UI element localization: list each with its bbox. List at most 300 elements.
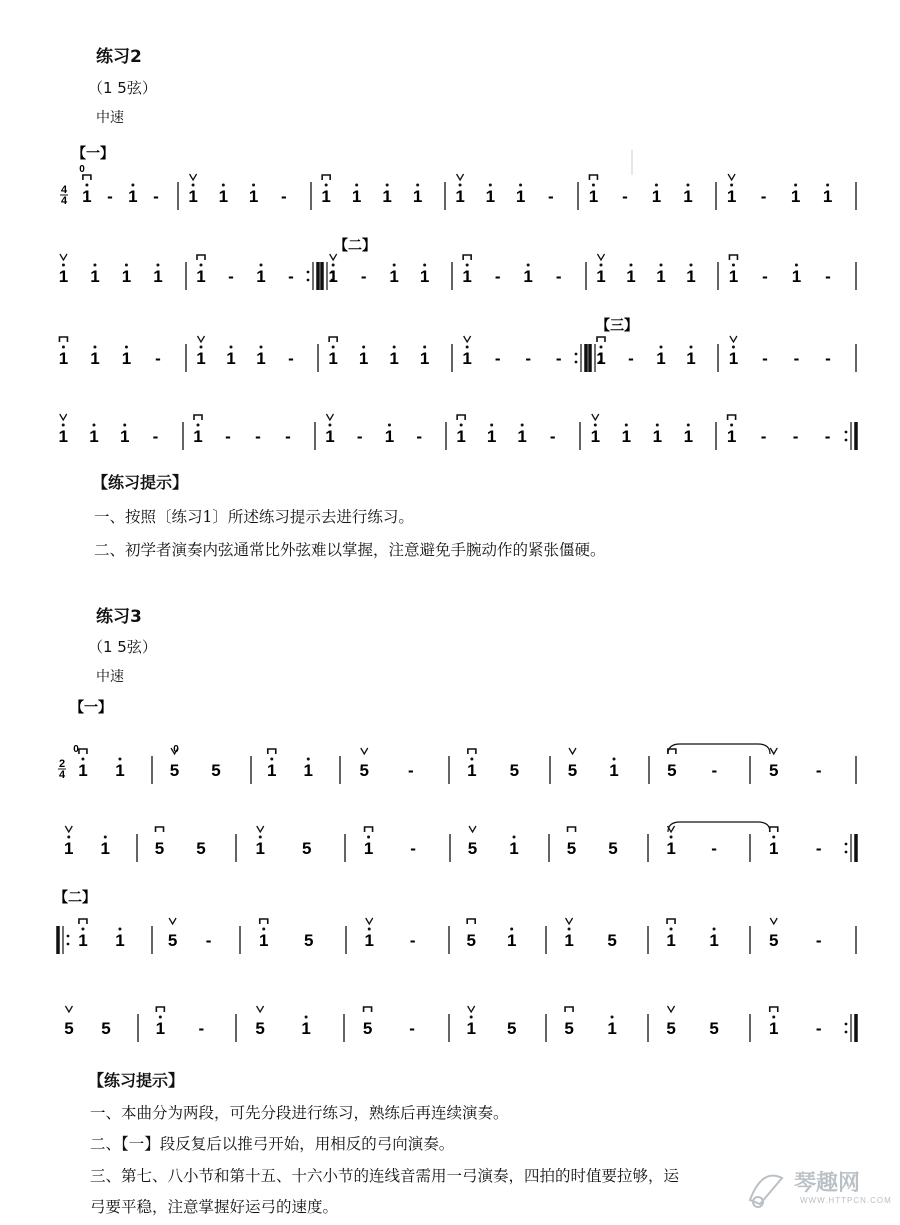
note: 1 xyxy=(248,187,259,206)
push-bow-mark xyxy=(257,1006,264,1012)
high-octave-dot xyxy=(355,184,358,187)
dash: - xyxy=(815,761,822,780)
dash: - xyxy=(815,1019,822,1038)
dash: - xyxy=(410,839,416,858)
dash: - xyxy=(225,427,231,446)
repeat-dot xyxy=(307,271,310,274)
note: 1 xyxy=(155,1019,166,1038)
pull-bow-mark xyxy=(667,919,675,924)
high-octave-dot xyxy=(332,346,335,349)
note: 1 xyxy=(303,761,314,780)
note: 1 xyxy=(656,349,666,368)
note: 1 xyxy=(351,187,362,206)
note: 5 xyxy=(154,839,165,858)
note: 1 xyxy=(328,349,338,368)
dash: - xyxy=(288,267,294,286)
dash: - xyxy=(416,427,423,446)
high-octave-dot xyxy=(362,346,365,349)
note: 1 xyxy=(726,187,737,206)
high-octave-dot xyxy=(630,264,633,267)
note: 1 xyxy=(509,839,519,858)
note: 1 xyxy=(218,187,229,206)
note: 1 xyxy=(64,839,74,858)
note: 1 xyxy=(119,427,130,446)
repeat-dot xyxy=(845,1031,848,1034)
dash: - xyxy=(628,349,634,368)
high-octave-dot xyxy=(305,1016,308,1019)
dash: - xyxy=(228,267,234,286)
note: 1 xyxy=(259,931,269,950)
push-bow-mark xyxy=(361,748,368,754)
note: 1 xyxy=(256,267,266,286)
high-octave-dot xyxy=(519,184,522,187)
high-octave-dot xyxy=(368,928,371,931)
note: 1 xyxy=(609,761,619,780)
time-signature-top: 4 xyxy=(60,184,68,196)
pull-bow-mark xyxy=(457,415,465,420)
exercise2-tempo: 中速 xyxy=(96,110,124,126)
high-octave-dot xyxy=(260,264,263,267)
dash: - xyxy=(825,267,831,286)
high-octave-dot xyxy=(521,424,524,427)
high-octave-dot xyxy=(466,264,469,267)
high-octave-dot xyxy=(772,836,775,839)
note: 1 xyxy=(193,427,203,446)
push-bow-mark xyxy=(468,1006,475,1012)
note: 1 xyxy=(328,267,338,286)
note: 5 xyxy=(211,761,221,780)
note: 1 xyxy=(389,349,399,368)
dash: - xyxy=(198,1019,205,1038)
note: 1 xyxy=(683,427,694,446)
high-octave-dot xyxy=(270,758,273,761)
exercise3-title: 练习3 xyxy=(96,607,142,627)
push-bow-mark xyxy=(668,1006,675,1012)
high-octave-dot xyxy=(600,346,603,349)
note: 5 xyxy=(466,931,476,950)
push-bow-mark xyxy=(457,174,464,180)
exercise3-hint-4: 弓要平稳，注意掌握好运弓的速度。 xyxy=(90,1198,339,1216)
exercise3-hints-title: 【练习提示】 xyxy=(88,1071,185,1090)
note: 1 xyxy=(188,187,198,206)
high-octave-dot xyxy=(460,424,463,427)
note: 1 xyxy=(686,349,696,368)
section-mark: 【一】 xyxy=(72,145,114,161)
high-octave-dot xyxy=(613,758,616,761)
section-mark: 【一】 xyxy=(70,699,112,715)
high-octave-dot xyxy=(118,928,121,931)
push-bow-mark xyxy=(469,826,476,832)
dash: - xyxy=(825,349,831,368)
time-signature-top: 2 xyxy=(58,758,66,770)
note: 1 xyxy=(121,349,132,368)
exercise3-hint-1: 一、本曲分为两段，可先分段进行练习，熟练后再连续演奏。 xyxy=(90,1104,509,1122)
note: 1 xyxy=(358,349,369,368)
high-octave-dot xyxy=(325,184,328,187)
high-octave-dot xyxy=(93,264,96,267)
note: 1 xyxy=(607,1019,617,1038)
high-octave-dot xyxy=(81,928,84,931)
note: 1 xyxy=(78,761,88,780)
note: 5 xyxy=(509,761,520,780)
push-bow-mark xyxy=(169,918,176,924)
high-octave-dot xyxy=(730,184,733,187)
push-bow-mark xyxy=(60,254,67,260)
section-mark: 【二】 xyxy=(334,237,376,253)
note: 1 xyxy=(58,349,69,368)
high-octave-dot xyxy=(393,346,396,349)
pull-bow-mark xyxy=(589,175,597,180)
push-bow-mark xyxy=(598,254,605,260)
push-bow-mark xyxy=(65,826,72,832)
note: 1 xyxy=(82,187,92,206)
note: 1 xyxy=(196,349,206,368)
repeat-dot xyxy=(67,935,70,938)
high-octave-dot xyxy=(732,346,735,349)
high-octave-dot xyxy=(367,836,370,839)
slur xyxy=(668,744,770,754)
high-octave-dot xyxy=(423,346,426,349)
dash: - xyxy=(824,427,831,446)
dash: - xyxy=(547,187,554,206)
open-string-mark: 0 xyxy=(73,744,79,755)
dash: - xyxy=(153,187,159,206)
note: 5 xyxy=(607,931,617,950)
note: 5 xyxy=(566,839,577,858)
note: 1 xyxy=(301,1019,311,1038)
high-octave-dot xyxy=(67,836,70,839)
high-octave-dot xyxy=(660,346,663,349)
push-bow-mark xyxy=(366,918,373,924)
note: 5 xyxy=(608,839,618,858)
pull-bow-mark xyxy=(156,827,164,832)
section-mark: 【三】 xyxy=(596,317,638,333)
high-octave-dot xyxy=(230,346,233,349)
pull-bow-mark xyxy=(729,255,737,260)
high-octave-dot xyxy=(527,264,530,267)
note: 5 xyxy=(709,1019,719,1038)
high-octave-dot xyxy=(490,424,493,427)
high-octave-dot xyxy=(732,264,735,267)
note: 1 xyxy=(709,931,719,950)
repeat-dot xyxy=(575,353,578,356)
note: 1 xyxy=(389,267,399,286)
pull-bow-mark xyxy=(79,919,87,924)
dash: - xyxy=(793,349,800,368)
exercise3-hint-2: 二、【一】段反复后以推弓开始，用相反的弓向演奏。 xyxy=(90,1135,455,1153)
dash: - xyxy=(555,349,562,368)
dash: - xyxy=(152,427,159,446)
high-octave-dot xyxy=(686,184,689,187)
note: 1 xyxy=(588,187,599,206)
pull-bow-mark xyxy=(597,337,605,342)
note: 5 xyxy=(167,931,178,950)
high-octave-dot xyxy=(687,424,690,427)
note: 1 xyxy=(769,839,779,858)
note: 1 xyxy=(515,187,526,206)
note: 1 xyxy=(564,931,574,950)
pull-bow-mark xyxy=(568,827,576,832)
note: 1 xyxy=(686,267,696,286)
note: 1 xyxy=(485,187,496,206)
repeat-dot xyxy=(845,1023,848,1026)
high-octave-dot xyxy=(125,264,128,267)
high-octave-dot xyxy=(690,264,693,267)
exercise3-hint-3: 三、第七、八小节和第十五、十六小节的连线音需用一弓演奏，四拍的时值要拉够，运 xyxy=(90,1167,680,1185)
note: 1 xyxy=(90,349,100,368)
push-bow-mark xyxy=(464,336,471,342)
high-octave-dot xyxy=(123,424,126,427)
note: 5 xyxy=(169,761,180,780)
exercise2-score xyxy=(58,145,856,450)
note: 1 xyxy=(115,931,125,950)
time-signature-bottom: 4 xyxy=(60,195,68,207)
dash: - xyxy=(622,187,628,206)
high-octave-dot xyxy=(655,184,658,187)
note: 1 xyxy=(621,427,632,446)
note: 5 xyxy=(304,931,314,950)
note: 5 xyxy=(666,1019,676,1038)
exercise2-strings: （1 5弦） xyxy=(88,79,157,97)
push-bow-mark xyxy=(569,748,576,754)
note: 1 xyxy=(455,187,465,206)
high-octave-dot xyxy=(259,836,262,839)
high-octave-dot xyxy=(388,424,391,427)
high-octave-dot xyxy=(81,758,84,761)
note: 1 xyxy=(121,267,132,286)
high-octave-dot xyxy=(772,1016,775,1019)
high-octave-dot xyxy=(200,346,203,349)
repeat-dot xyxy=(845,439,848,442)
push-bow-mark xyxy=(770,918,777,924)
pull-bow-mark xyxy=(59,337,67,342)
push-bow-mark xyxy=(730,336,737,342)
note: 5 xyxy=(769,761,779,780)
high-octave-dot xyxy=(118,758,121,761)
high-octave-dot xyxy=(332,264,335,267)
high-octave-dot xyxy=(795,264,798,267)
high-octave-dot xyxy=(826,184,829,187)
pull-bow-mark xyxy=(463,255,471,260)
note: 1 xyxy=(325,427,335,446)
high-octave-dot xyxy=(62,264,65,267)
note: 1 xyxy=(666,839,676,858)
note: 1 xyxy=(462,267,472,286)
high-octave-dot xyxy=(416,184,419,187)
section-mark: 【二】 xyxy=(54,889,96,905)
note: 1 xyxy=(128,187,138,206)
dash: - xyxy=(360,267,367,286)
dash: - xyxy=(760,427,767,446)
dash: - xyxy=(494,349,501,368)
note: 1 xyxy=(769,1019,779,1038)
pull-bow-mark xyxy=(322,175,330,180)
pull-bow-mark xyxy=(79,749,87,754)
dash: - xyxy=(792,427,799,446)
note: 1 xyxy=(364,931,374,950)
high-octave-dot xyxy=(393,264,396,267)
high-octave-dot xyxy=(260,346,263,349)
high-octave-dot xyxy=(104,836,107,839)
slur xyxy=(668,822,770,832)
pull-bow-mark xyxy=(365,827,373,832)
dash: - xyxy=(409,1019,415,1038)
note: 5 xyxy=(101,1019,111,1038)
high-octave-dot xyxy=(730,424,733,427)
note: 1 xyxy=(683,187,693,206)
note: 1 xyxy=(267,761,277,780)
pull-bow-mark xyxy=(770,827,778,832)
dash: - xyxy=(815,839,822,858)
push-bow-mark xyxy=(728,174,735,180)
push-bow-mark xyxy=(592,414,599,420)
pull-bow-mark xyxy=(329,337,337,342)
high-octave-dot xyxy=(690,346,693,349)
note: 1 xyxy=(100,839,111,858)
note: 5 xyxy=(467,839,478,858)
high-octave-dot xyxy=(713,928,716,931)
dash: - xyxy=(356,427,363,446)
dash: - xyxy=(525,349,531,368)
high-octave-dot xyxy=(459,184,462,187)
high-octave-dot xyxy=(262,928,265,931)
note: 1 xyxy=(651,187,662,206)
high-octave-dot xyxy=(62,346,65,349)
high-octave-dot xyxy=(192,184,195,187)
dash: - xyxy=(711,839,717,858)
exercise3-tempo: 中速 xyxy=(96,669,124,685)
note: 1 xyxy=(791,267,802,286)
watermark-brand: 琴趣网 xyxy=(794,1170,861,1196)
note: 5 xyxy=(255,1019,265,1038)
note: 5 xyxy=(359,761,370,780)
note: 1 xyxy=(384,427,395,446)
note: 1 xyxy=(256,349,266,368)
note: 5 xyxy=(64,1019,74,1038)
high-octave-dot xyxy=(510,928,513,931)
note: 1 xyxy=(419,267,430,286)
dash: - xyxy=(107,187,113,206)
high-octave-dot xyxy=(600,264,603,267)
pull-bow-mark xyxy=(364,1007,372,1012)
high-octave-dot xyxy=(93,346,96,349)
note: 1 xyxy=(790,187,801,206)
dash: - xyxy=(205,931,212,950)
high-octave-dot xyxy=(592,184,595,187)
high-octave-dot xyxy=(92,424,95,427)
push-bow-mark xyxy=(330,254,337,260)
note: 5 xyxy=(769,931,779,950)
note: 1 xyxy=(363,839,374,858)
high-octave-dot xyxy=(660,264,663,267)
time-signature-bottom: 4 xyxy=(58,769,66,781)
high-octave-dot xyxy=(386,184,389,187)
pull-bow-mark xyxy=(156,1007,164,1012)
note: 1 xyxy=(196,267,206,286)
note: 1 xyxy=(226,349,236,368)
dash: - xyxy=(407,761,414,780)
pull-bow-mark xyxy=(728,415,736,420)
push-bow-mark xyxy=(190,174,197,180)
push-bow-mark xyxy=(60,414,67,420)
note: 1 xyxy=(626,267,636,286)
high-octave-dot xyxy=(470,758,473,761)
note: 1 xyxy=(666,931,676,950)
push-bow-mark xyxy=(566,918,573,924)
note: 1 xyxy=(466,1019,476,1038)
pull-bow-mark xyxy=(770,1007,778,1012)
push-bow-mark xyxy=(770,748,777,754)
note: 1 xyxy=(462,349,472,368)
repeat-dot xyxy=(575,361,578,364)
repeat-dot xyxy=(307,279,310,282)
exercise2-hints-title: 【练习提示】 xyxy=(92,473,189,492)
note: 1 xyxy=(58,267,69,286)
note: 5 xyxy=(564,1019,574,1038)
dash: - xyxy=(549,427,556,446)
pull-bow-mark xyxy=(260,919,268,924)
high-octave-dot xyxy=(670,928,673,931)
pull-bow-mark xyxy=(467,919,475,924)
exercise3-score xyxy=(54,699,856,1042)
dash: - xyxy=(760,187,767,206)
high-octave-dot xyxy=(197,424,200,427)
dash: - xyxy=(155,349,161,368)
note: 5 xyxy=(196,839,206,858)
note: 1 xyxy=(652,427,663,446)
pull-bow-mark xyxy=(83,175,91,180)
exercise3-strings: （1 5弦） xyxy=(88,638,157,656)
exercise2-title: 练习2 xyxy=(96,47,142,67)
pull-bow-mark xyxy=(468,749,476,754)
high-octave-dot xyxy=(568,928,571,931)
open-string-mark: 0 xyxy=(79,164,85,175)
high-octave-dot xyxy=(200,264,203,267)
repeat-dot xyxy=(845,851,848,854)
note: 1 xyxy=(153,267,163,286)
repeat-dot xyxy=(845,431,848,434)
note: 1 xyxy=(58,427,68,446)
high-octave-dot xyxy=(307,758,310,761)
push-bow-mark xyxy=(198,336,205,342)
note: 1 xyxy=(419,349,430,368)
push-bow-mark xyxy=(257,826,264,832)
dash: - xyxy=(280,187,287,206)
note: 1 xyxy=(506,931,517,950)
note: 5 xyxy=(667,761,677,780)
high-octave-dot xyxy=(466,346,469,349)
note: 5 xyxy=(362,1019,373,1038)
note: 1 xyxy=(89,427,99,446)
open-string-mark: 0 xyxy=(173,744,179,755)
note: 1 xyxy=(255,839,266,858)
high-octave-dot xyxy=(670,836,673,839)
watermark-url: WWW.HTTPCN.COM xyxy=(800,1196,892,1205)
dash: - xyxy=(555,267,562,286)
high-octave-dot xyxy=(62,424,65,427)
dash: - xyxy=(409,931,416,950)
note: 1 xyxy=(656,267,666,286)
note: 1 xyxy=(321,187,331,206)
note: 1 xyxy=(596,267,606,286)
high-octave-dot xyxy=(625,424,628,427)
note: 1 xyxy=(596,349,606,368)
high-octave-dot xyxy=(470,1016,473,1019)
dash: - xyxy=(762,349,768,368)
note: 1 xyxy=(728,267,739,286)
high-octave-dot xyxy=(611,1016,614,1019)
push-bow-mark xyxy=(65,1006,72,1012)
